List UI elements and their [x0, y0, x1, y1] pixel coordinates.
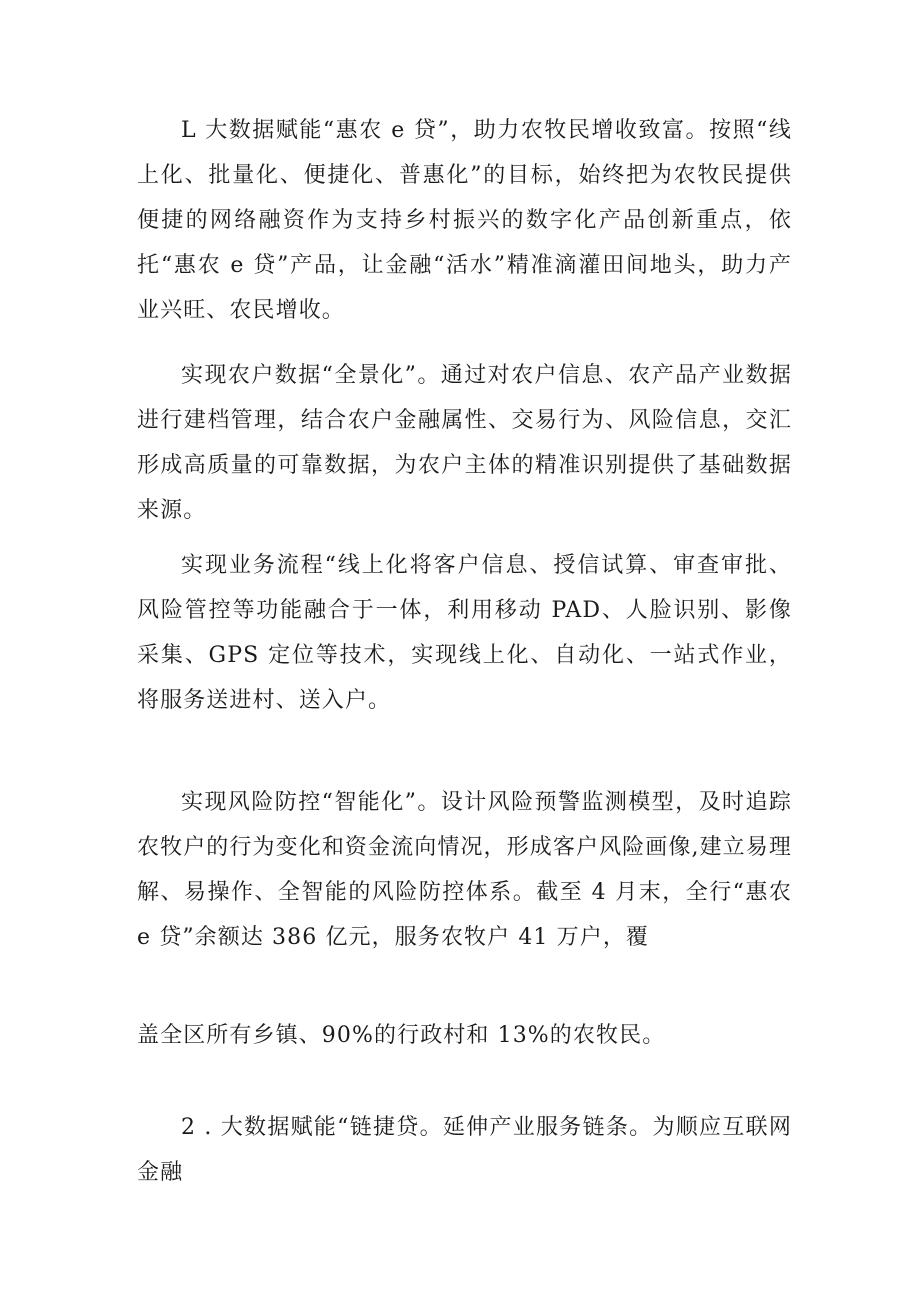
- paragraph-online-process: 实现业务流程“线上化将客户信息、授信试算、审查审批、风险管控等功能融合于一体，利用移动 PAD、人脸识别、影像采集、GPS 定位等技术，实现线上化、自动化、一站式作业，将服务送进村、送入户。: [137, 553, 792, 713]
- paragraph-lian-jie-dai: 2 . 大数据赋能“链捷贷。延伸产业服务链条。为顺应互联网金融: [137, 1115, 792, 1185]
- paragraph-hui-nong-e-dai: L 大数据赋能“惠农 e 贷”，助力农牧民增收致富。按照“线上化、批量化、便捷化、普惠化”的目标，始终把为农牧民提供便捷的网络融资作为支持乡村振兴的数字化产品创新重点，依托“惠农 e 贷”产品，让金融“活水”精准滴灌田间地头，助力产业兴旺、农民增收。: [137, 118, 792, 323]
- paragraph-farmer-data: 实现农户数据“全景化”。通过对农户信息、农产品产业数据进行建档管理，结合农户金融属性、交易行为、风险信息，交汇形成高质量的可靠数据，为农户主体的精准识别提供了基础数据来源。: [137, 363, 792, 523]
- paragraph-coverage-continuation: 盖全区所有乡镇、90%的行政村和 13%的农牧民。: [137, 1023, 666, 1048]
- paragraph-risk-control: 实现风险防控“智能化”。设计风险预警监测模型，及时追踪农牧户的行为变化和资金流向情况，形成客户风险画像,建立易理解、易操作、全智能的风险防控体系。截至 4 月末，全行“惠农 e 贷”余额达 386 亿元，服务农牧户 41 万户，覆: [137, 790, 792, 950]
